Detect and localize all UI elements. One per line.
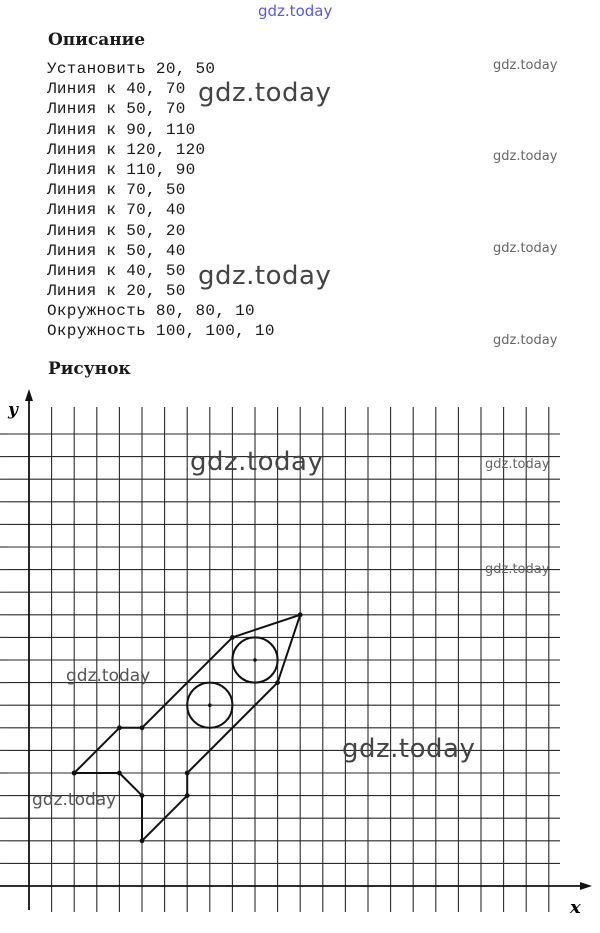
description-heading: Описание [48,30,146,50]
command-line: Линия к 40, 50 [47,261,186,280]
command-line: Линия к 40, 70 [47,80,186,99]
watermark: gdz.today [485,457,550,472]
watermark: gdz.today [198,78,332,108]
command-line: Линия к 120, 120 [47,140,206,159]
command-line: Линия к 50, 20 [47,221,186,240]
watermark: gdz.today [493,241,558,256]
command-line: Окружность 80, 80, 10 [47,302,255,321]
vertex-point [230,635,235,640]
figure-heading: Рисунок [48,359,131,379]
watermark: gdz.today [198,261,332,291]
vertex-point [298,612,303,617]
vertex-point [275,680,280,685]
watermark-top: gdz.today [258,2,333,20]
vertex-point [117,771,122,776]
watermark: gdz.today [66,666,151,686]
watermark: gdz.today [342,734,476,764]
watermark: gdz.today [485,562,550,577]
grid-lines [0,407,560,912]
circle-center [208,703,212,707]
watermark: gdz.today [493,149,558,164]
vertex-point [185,771,190,776]
watermark: gdz.today [493,333,558,348]
circle-center [253,658,257,662]
command-line: Линия к 50, 40 [47,241,186,260]
vertex-point [117,725,122,730]
vertex-point [140,838,145,843]
vertex-point [140,725,145,730]
command-line: Линия к 50, 70 [47,100,186,119]
command-line: Установить 20, 50 [47,60,216,78]
command-line: Окружность 100, 100, 10 [47,322,275,341]
x-axis-label: x [570,897,581,918]
watermark: gdz.today [493,58,558,73]
command-line: Линия к 90, 110 [47,120,196,139]
watermark: gdz.today [32,790,117,810]
vertex-point [72,771,77,776]
y-axis-arrow [25,389,33,401]
command-line: Линия к 110, 90 [47,160,196,179]
watermark: gdz.today [190,447,324,477]
command-line: Линия к 70, 50 [47,181,186,200]
x-axis-arrow [580,882,592,890]
vertex-point [185,793,190,798]
command-line: Линия к 20, 50 [47,282,186,301]
y-axis-label: y [8,400,18,420]
vertex-point [140,793,145,798]
command-line: Линия к 70, 40 [47,201,186,220]
